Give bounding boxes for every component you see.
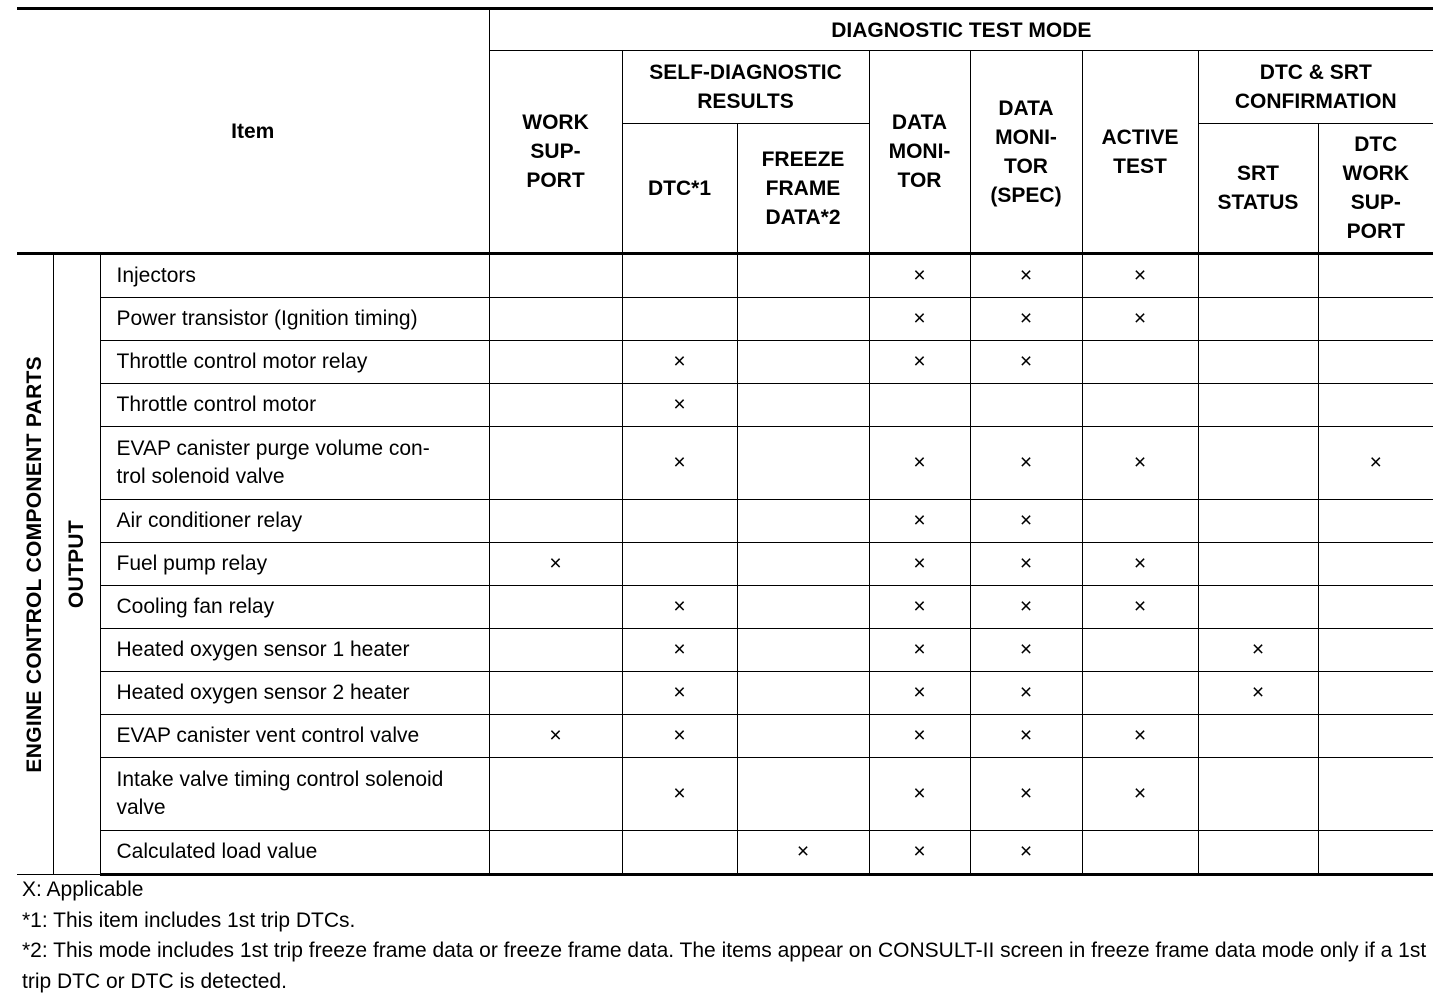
applicable-mark: × (622, 672, 737, 715)
item-name-line: Injectors (116, 264, 196, 287)
empty-cell (489, 831, 622, 875)
empty-cell (1318, 586, 1433, 629)
item-name-line: Heated oxygen sensor 2 heater (116, 681, 410, 704)
empty-cell (622, 298, 737, 341)
empty-cell (737, 341, 869, 384)
empty-cell (869, 384, 970, 427)
empty-cell (1198, 586, 1318, 629)
empty-cell (489, 629, 622, 672)
item-name-line: Power transistor (Ignition timing) (116, 307, 418, 330)
applicable-mark: × (869, 543, 970, 586)
item-name-line: Air conditioner relay (116, 509, 303, 532)
item-name (100, 831, 489, 875)
applicable-mark: × (970, 672, 1082, 715)
item-name (100, 672, 489, 715)
empty-cell (622, 500, 737, 543)
empty-cell (489, 298, 622, 341)
applicable-mark: × (622, 758, 737, 831)
applicable-mark: × (622, 427, 737, 500)
empty-cell (489, 254, 622, 298)
empty-cell (1198, 341, 1318, 384)
table-row (17, 831, 1433, 875)
subgroup-label: OUTPUT (64, 520, 88, 609)
item-name-line: EVAP canister purge volume con- (116, 437, 430, 460)
item-name-line: EVAP canister vent control valve (116, 724, 420, 747)
item-header: Item (17, 9, 489, 254)
item-name-line: Heated oxygen sensor 1 heater (116, 638, 410, 661)
applicable-mark: × (869, 254, 970, 298)
footnote-2: *2: This mode includes 1st trip freeze frame data or freeze frame data. The items appear on CONSULT-II screen in freeze frame data mode only if a 1st trip DTC or DTC is detected. (22, 939, 1427, 993)
applicable-mark: × (869, 341, 970, 384)
applicable-mark: × (1082, 427, 1198, 500)
item-name-line: trol solenoid valve (116, 465, 285, 488)
empty-cell (1318, 384, 1433, 427)
item-name (100, 758, 489, 831)
empty-cell (1198, 758, 1318, 831)
empty-cell (1082, 629, 1198, 672)
item-name-line: Calculated load value (116, 840, 318, 863)
empty-cell (622, 831, 737, 875)
table-row (17, 629, 1433, 672)
item-name (100, 427, 489, 500)
table-row (17, 586, 1433, 629)
empty-cell (1318, 543, 1433, 586)
diagnostic-test-mode-table (17, 7, 1433, 876)
item-name (100, 715, 489, 758)
empty-cell (737, 384, 869, 427)
self-diagnostic-results-header: SELF-DIAGNOSTIC RESULTS (622, 51, 869, 124)
empty-cell (1318, 629, 1433, 672)
empty-cell (737, 586, 869, 629)
table-row (17, 254, 1433, 298)
empty-cell (1082, 831, 1198, 875)
item-name-line: Cooling fan relay (116, 595, 275, 618)
empty-cell (970, 384, 1082, 427)
diagnostic-test-mode-header: DIAGNOSTIC TEST MODE (489, 9, 1433, 51)
applicable-mark: × (869, 831, 970, 875)
applicable-mark: × (622, 341, 737, 384)
applicable-mark: × (970, 254, 1082, 298)
empty-cell (622, 254, 737, 298)
empty-cell (1318, 715, 1433, 758)
footnote-applicable: X: Applicable (22, 878, 144, 901)
freeze-frame-data-header: FREEZE FRAME DATA*2 (737, 124, 869, 254)
item-name (100, 341, 489, 384)
empty-cell (622, 543, 737, 586)
footnote-1: *1: This item includes 1st trip DTCs. (22, 908, 356, 932)
empty-cell (1198, 298, 1318, 341)
applicable-mark: × (622, 586, 737, 629)
applicable-mark: × (1318, 427, 1433, 500)
empty-cell (1318, 672, 1433, 715)
empty-cell (737, 254, 869, 298)
empty-cell (737, 672, 869, 715)
empty-cell (489, 672, 622, 715)
item-name-line: Throttle control motor relay (116, 350, 368, 373)
empty-cell (489, 384, 622, 427)
applicable-mark: × (869, 715, 970, 758)
table-row (17, 715, 1433, 758)
applicable-mark: × (622, 384, 737, 427)
empty-cell (489, 586, 622, 629)
applicable-mark: × (869, 586, 970, 629)
empty-cell (737, 629, 869, 672)
empty-cell (1198, 427, 1318, 500)
empty-cell (1318, 831, 1433, 875)
applicable-mark: × (737, 831, 869, 875)
item-name (100, 629, 489, 672)
active-test-header: ACTIVE TEST (1082, 51, 1198, 254)
applicable-mark: × (489, 715, 622, 758)
item-name (100, 586, 489, 629)
diagnostic-table-container (17, 7, 1433, 876)
empty-cell (737, 543, 869, 586)
item-name (100, 543, 489, 586)
empty-cell (1198, 254, 1318, 298)
empty-cell (1198, 715, 1318, 758)
applicable-mark: × (869, 500, 970, 543)
empty-cell (1318, 758, 1433, 831)
group-label-cell (17, 254, 53, 875)
table-row (17, 758, 1433, 831)
dtc-srt-confirmation-header: DTC & SRT CONFIRMATION (1198, 51, 1433, 124)
applicable-mark: × (489, 543, 622, 586)
empty-cell (1318, 341, 1433, 384)
item-name (100, 298, 489, 341)
table-row (17, 384, 1433, 427)
dtc-work-support-header: DTC WORK SUP- PORT (1318, 124, 1433, 254)
applicable-mark: × (970, 543, 1082, 586)
empty-cell (737, 715, 869, 758)
empty-cell (1082, 384, 1198, 427)
item-name (100, 384, 489, 427)
footnotes (22, 875, 1432, 997)
srt-status-header: SRT STATUS (1198, 124, 1318, 254)
empty-cell (1198, 384, 1318, 427)
empty-cell (1318, 254, 1433, 298)
applicable-mark: × (970, 427, 1082, 500)
data-monitor-header: DATA MONI- TOR (869, 51, 970, 254)
table-row (17, 672, 1433, 715)
applicable-mark: × (970, 500, 1082, 543)
applicable-mark: × (1198, 629, 1318, 672)
empty-cell (1198, 500, 1318, 543)
applicable-mark: × (970, 758, 1082, 831)
applicable-mark: × (869, 758, 970, 831)
empty-cell (1318, 500, 1433, 543)
work-support-header: WORK SUP- PORT (489, 51, 622, 254)
applicable-mark: × (622, 715, 737, 758)
empty-cell (1318, 298, 1433, 341)
table-row (17, 427, 1433, 500)
empty-cell (737, 500, 869, 543)
empty-cell (1082, 672, 1198, 715)
applicable-mark: × (1082, 715, 1198, 758)
applicable-mark: × (1082, 543, 1198, 586)
table-body (17, 254, 1433, 875)
empty-cell (1198, 543, 1318, 586)
empty-cell (1082, 500, 1198, 543)
table-row (17, 298, 1433, 341)
item-name-line: valve (116, 796, 166, 819)
empty-cell (1198, 831, 1318, 875)
item-name (100, 254, 489, 298)
item-name-line: Fuel pump relay (116, 552, 268, 575)
dtc1-header: DTC*1 (622, 124, 737, 254)
applicable-mark: × (622, 629, 737, 672)
applicable-mark: × (970, 586, 1082, 629)
applicable-mark: × (1082, 254, 1198, 298)
applicable-mark: × (1082, 586, 1198, 629)
empty-cell (489, 341, 622, 384)
applicable-mark: × (970, 341, 1082, 384)
empty-cell (737, 298, 869, 341)
empty-cell (737, 427, 869, 500)
applicable-mark: × (869, 672, 970, 715)
empty-cell (489, 427, 622, 500)
item-name-line: Throttle control motor (116, 393, 317, 416)
table-row (17, 341, 1433, 384)
applicable-mark: × (869, 629, 970, 672)
applicable-mark: × (869, 427, 970, 500)
applicable-mark: × (970, 298, 1082, 341)
empty-cell (489, 758, 622, 831)
empty-cell (1082, 341, 1198, 384)
applicable-mark: × (1082, 758, 1198, 831)
item-name-line: Intake valve timing control solenoid (116, 768, 444, 791)
data-monitor-spec-header: DATA MONI- TOR (SPEC) (970, 51, 1082, 254)
empty-cell (737, 758, 869, 831)
applicable-mark: × (970, 831, 1082, 875)
subgroup-label-cell (53, 254, 100, 875)
table-row (17, 543, 1433, 586)
item-name (100, 500, 489, 543)
group-label: ENGINE CONTROL COMPONENT PARTS (22, 356, 46, 773)
applicable-mark: × (1082, 298, 1198, 341)
applicable-mark: × (970, 715, 1082, 758)
applicable-mark: × (1198, 672, 1318, 715)
applicable-mark: × (869, 298, 970, 341)
empty-cell (489, 500, 622, 543)
table-row (17, 500, 1433, 543)
applicable-mark: × (970, 629, 1082, 672)
